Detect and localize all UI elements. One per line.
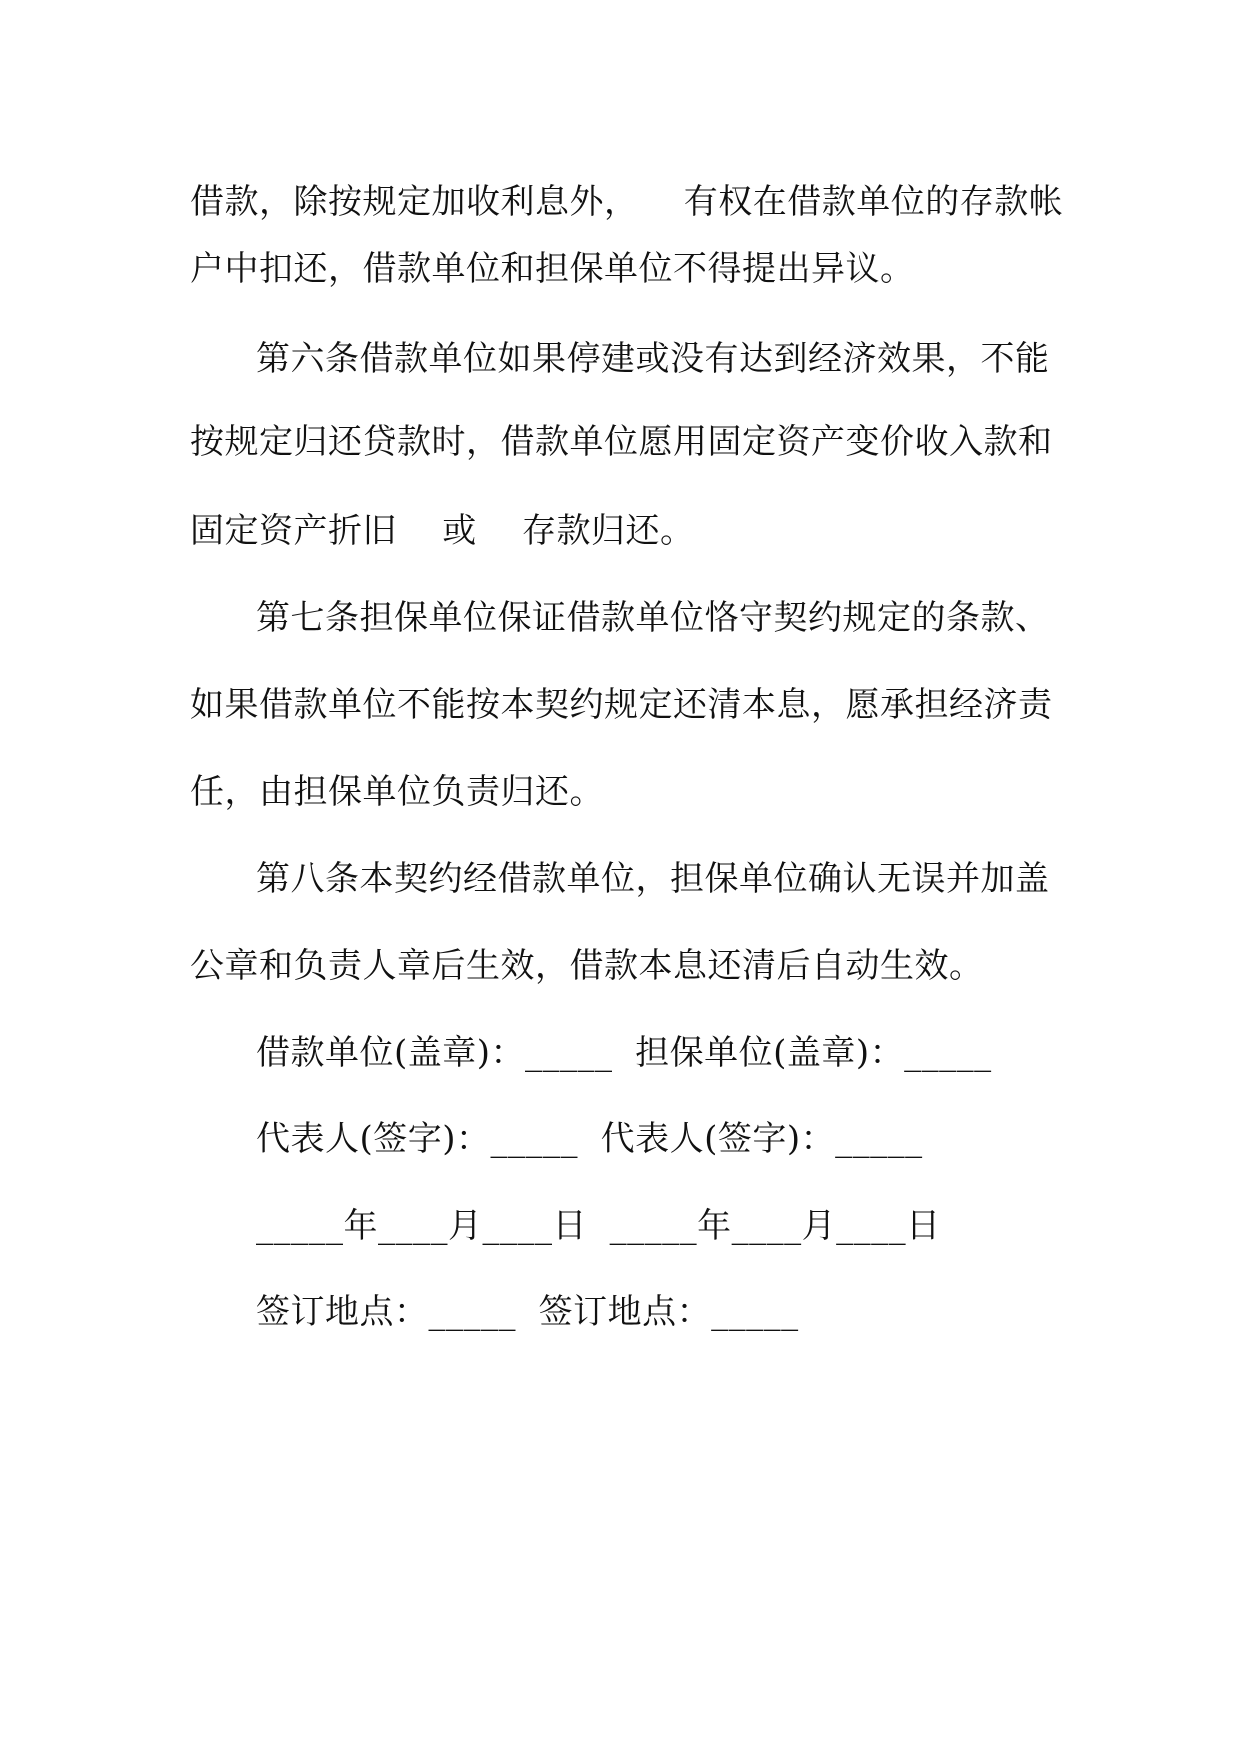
paragraph-line: 户中扣还，借款单位和担保单位不得提出异议。 <box>190 249 915 289</box>
article-7-line: 第七条担保单位保证借款单位恪守契约规定的条款、 <box>256 598 1050 638</box>
seal-line: 借款单位(盖章)：_____ 担保单位(盖章)：_____ <box>256 1033 992 1073</box>
date-line: _____年____月____日 _____年____月____日 <box>256 1206 941 1246</box>
paragraph-line: 公章和负责人章后生效，借款本息还清后自动生效。 <box>190 946 984 986</box>
article-8-line: 第八条本契约经借款单位，担保单位确认无误并加盖 <box>256 859 1050 899</box>
paragraph-line: 借款，除按规定加收利息外， 有权在借款单位的存款帐 <box>190 182 1064 222</box>
article-6-line: 第六条借款单位如果停建或没有达到经济效果，不能 <box>256 339 1050 379</box>
paragraph-line: 如果借款单位不能按本契约规定还清本息，愿承担经济责 <box>190 685 1053 725</box>
paragraph-line: 任，由担保单位负责归还。 <box>190 772 604 812</box>
paragraph-line: 固定资产折旧 或 存款归还。 <box>190 511 695 551</box>
signing-place-line: 签订地点：_____ 签订地点：_____ <box>256 1292 799 1332</box>
representative-line: 代表人(签字)：_____ 代表人(签字)：_____ <box>256 1119 923 1159</box>
paragraph-line: 按规定归还贷款时，借款单位愿用固定资产变价收入款和 <box>190 422 1053 462</box>
